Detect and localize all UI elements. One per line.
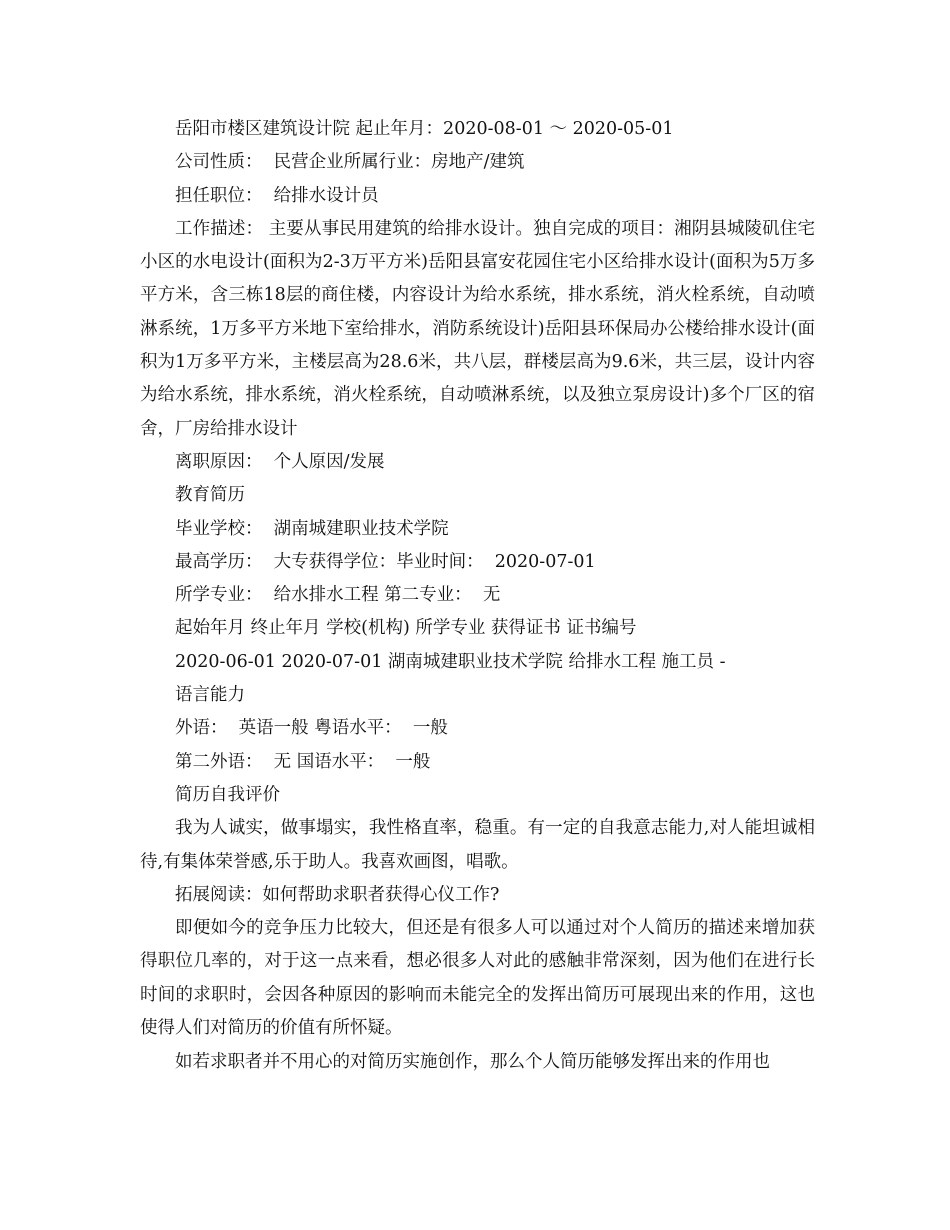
- language-heading: 语言能力: [175, 685, 245, 706]
- school-line: 毕业学校： 湖南城建职业技术学院: [175, 518, 449, 539]
- self-eval-text: 我为人诚实，做事塌实，我性格直率，稳重。有一定的自我意志能力,对人能坦诚相待,有集体荣誉感,乐于助人。我喜欢画图，唱歌。: [140, 818, 815, 872]
- company-line: 岳阳市楼区建筑设计院 起止年月：2020-08-01 ～ 2020-05-01: [175, 119, 674, 139]
- extended-paragraph-2: 如若求职者并不用心的对简历实施创作，那么个人简历能够发挥出来的作用也: [175, 1052, 770, 1073]
- self-eval-heading: 简历自我评价: [175, 784, 280, 805]
- degree-line: 最高学历： 大专获得学位：毕业时间： 2020-07-01: [175, 551, 596, 572]
- education-table-row: 2020-06-01 2020-07-01 湖南城建职业技术学院 给排水工程 施工员 -: [175, 651, 726, 672]
- work-description: 工作描述： 主要从事民用建筑的给排水设计。独自完成的项目：湘阴县城陵矶住宅小区的水电设计(面积为2-3万平方米)岳阳县富安花园住宅小区给排水设计(面积为5万多平方米，含三栋18层的商住楼，内容设计为给水系统，排水系统，消火栓系统，自动喷淋系统，1万多平方米地下室给排水，消防系统设计)岳阳县环保局办公楼给排水设计(面积为1万多平方米，主楼层高为28.6米，共八层，群楼层高为9.6米，共三层，设计内容为给水系统，排水系统，消火栓系统，自动喷淋系统，以及独立泵房设计)多个厂区的宿舍，厂房给排水设计: [140, 218, 815, 439]
- document-page: [140, 113, 815, 1080]
- major-line: 所学专业： 给水排水工程 第二专业： 无: [175, 585, 501, 606]
- education-heading: 教育简历: [175, 485, 245, 506]
- position-line: 担任职位： 给排水设计员: [175, 185, 379, 206]
- leave-reason-line: 离职原因： 个人原因/发展: [175, 451, 385, 472]
- second-language-line: 第二外语： 无 国语水平： 一般: [175, 751, 431, 772]
- education-table-header: 起始年月 终止年月 学校(机构) 所学专业 获得证书 证书编号: [175, 618, 637, 639]
- foreign-language-line: 外语： 英语一般 粤语水平： 一般: [175, 718, 448, 739]
- company-nature-line: 公司性质： 民营企业所属行业：房地产/建筑: [175, 152, 525, 173]
- extended-reading-heading: 拓展阅读：如何帮助求职者获得心仪工作?: [175, 884, 500, 905]
- extended-paragraph-1: 即便如今的竞争压力比较大，但还是有很多人可以通过对个人简历的描述来增加获得职位几率的，对于这一点来看，想必很多人对此的感触非常深刻，因为他们在进行长时间的求职时，会因各种原因的影响而未能完全的发挥出简历可展现出来的作用，这也使得人们对简历的价值有所怀疑。: [140, 918, 815, 1039]
